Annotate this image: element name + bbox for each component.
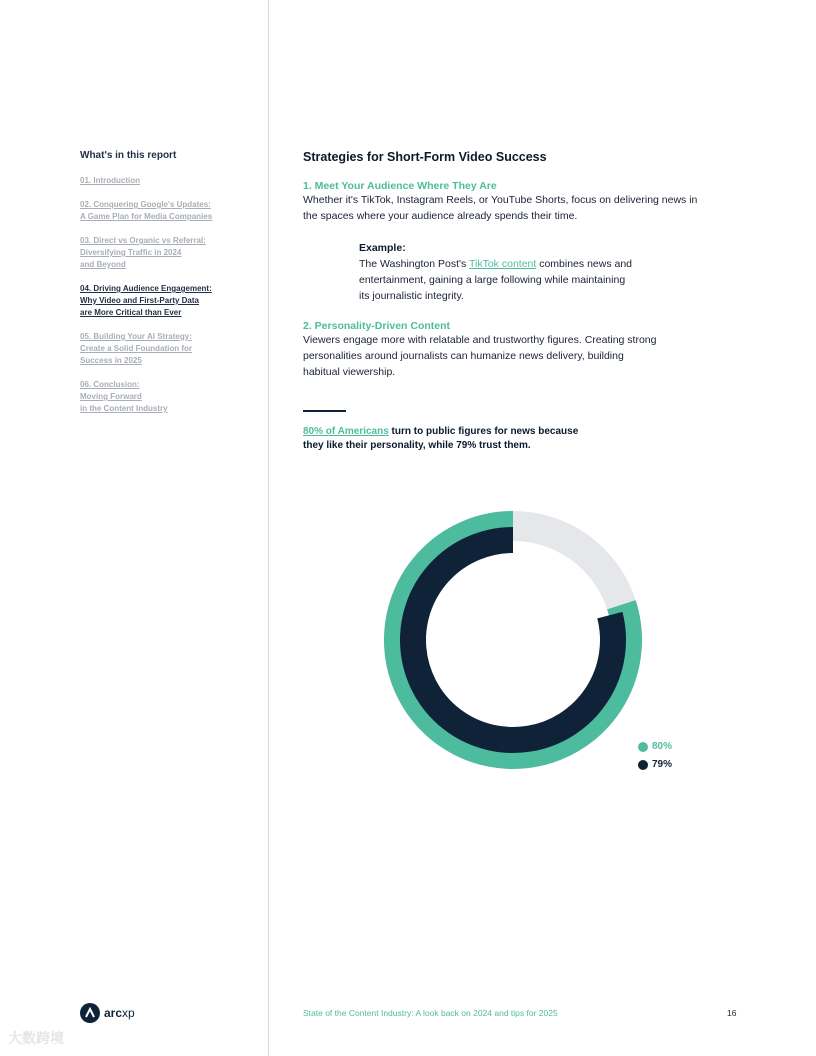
toc-item-introduction[interactable]: 01. Introduction bbox=[80, 176, 140, 185]
donut-chart bbox=[373, 500, 653, 780]
legend-item-80 bbox=[638, 740, 672, 753]
tiktok-content-link[interactable]: TikTok content bbox=[468, 258, 537, 270]
watermark: 大数跨境 bbox=[8, 1030, 64, 1046]
section-title: Strategies for Short-Form Video Success bbox=[303, 150, 547, 164]
toc-item-ai-strategy[interactable]: 05. Building Your AI Strategy: Create a Solid Foundation for Success in 2025 bbox=[80, 332, 193, 365]
legend-dot-79 bbox=[638, 760, 648, 770]
example-block bbox=[359, 240, 743, 304]
legend-dot-80 bbox=[638, 742, 648, 752]
inner-ring-arc-79 bbox=[413, 540, 613, 740]
chart-legend bbox=[638, 740, 672, 776]
strategy-2 bbox=[303, 320, 743, 380]
stat-divider bbox=[303, 410, 346, 412]
page-divider bbox=[268, 0, 269, 1056]
example-label: Example: bbox=[359, 242, 406, 254]
legend-item-79 bbox=[638, 758, 672, 771]
toc-title: What's in this report bbox=[80, 150, 177, 161]
americans-stat-link[interactable]: 80% of Americans bbox=[303, 426, 389, 437]
strategy-1-heading: 1. Meet Your Audience Where They Are bbox=[303, 180, 497, 192]
toc-item-audience-engagement[interactable]: 04. Driving Audience Engagement: Why Video and First-Party Data are More Critical than Ever bbox=[80, 284, 212, 317]
arc-logo-icon bbox=[80, 1003, 100, 1023]
arcxp-logo: arcxp bbox=[80, 1003, 135, 1023]
toc-item-traffic[interactable]: 03. Direct vs Organic vs Referral: Diversifying Traffic in 2024 and Beyond bbox=[80, 236, 206, 269]
toc-item-conclusion[interactable]: 06. Conclusion: Moving Forward in the Content Industry bbox=[80, 380, 168, 413]
toc-item-google-updates[interactable]: 02. Conquering Google's Updates: A Game Plan for Media Companies bbox=[80, 200, 213, 221]
strategy-2-body: Viewers engage more with relatable and trustworthy figures. Creating strong personalities around journalists can humanize news delivery, building habitual viewership. bbox=[303, 334, 657, 378]
stat-callout: 80% of Americans turn to public figures for news because they like their personality, while 79% trust them. bbox=[303, 426, 579, 451]
strategy-2-heading: 2. Personality-Driven Content bbox=[303, 320, 451, 332]
strategy-1-body: Whether it's TikTok, Instagram Reels, or YouTube Shorts, focus on delivering news in the spaces where your audience already spends their time. bbox=[303, 194, 698, 222]
example-body: The Washington Post's TikTok content combines news and entertainment, gaining a large following while maintaining its journalistic integrity. bbox=[359, 258, 633, 302]
footer-report-title: State of the Content Industry: A look back on 2024 and tips for 2025 bbox=[303, 1008, 558, 1018]
table-of-contents bbox=[80, 150, 250, 427]
page-number: 16 bbox=[727, 1008, 737, 1018]
main-content bbox=[303, 150, 743, 453]
legend-label-80: 80% bbox=[652, 741, 673, 752]
strategy-1 bbox=[303, 180, 743, 224]
legend-label-79: 79% bbox=[652, 759, 673, 770]
